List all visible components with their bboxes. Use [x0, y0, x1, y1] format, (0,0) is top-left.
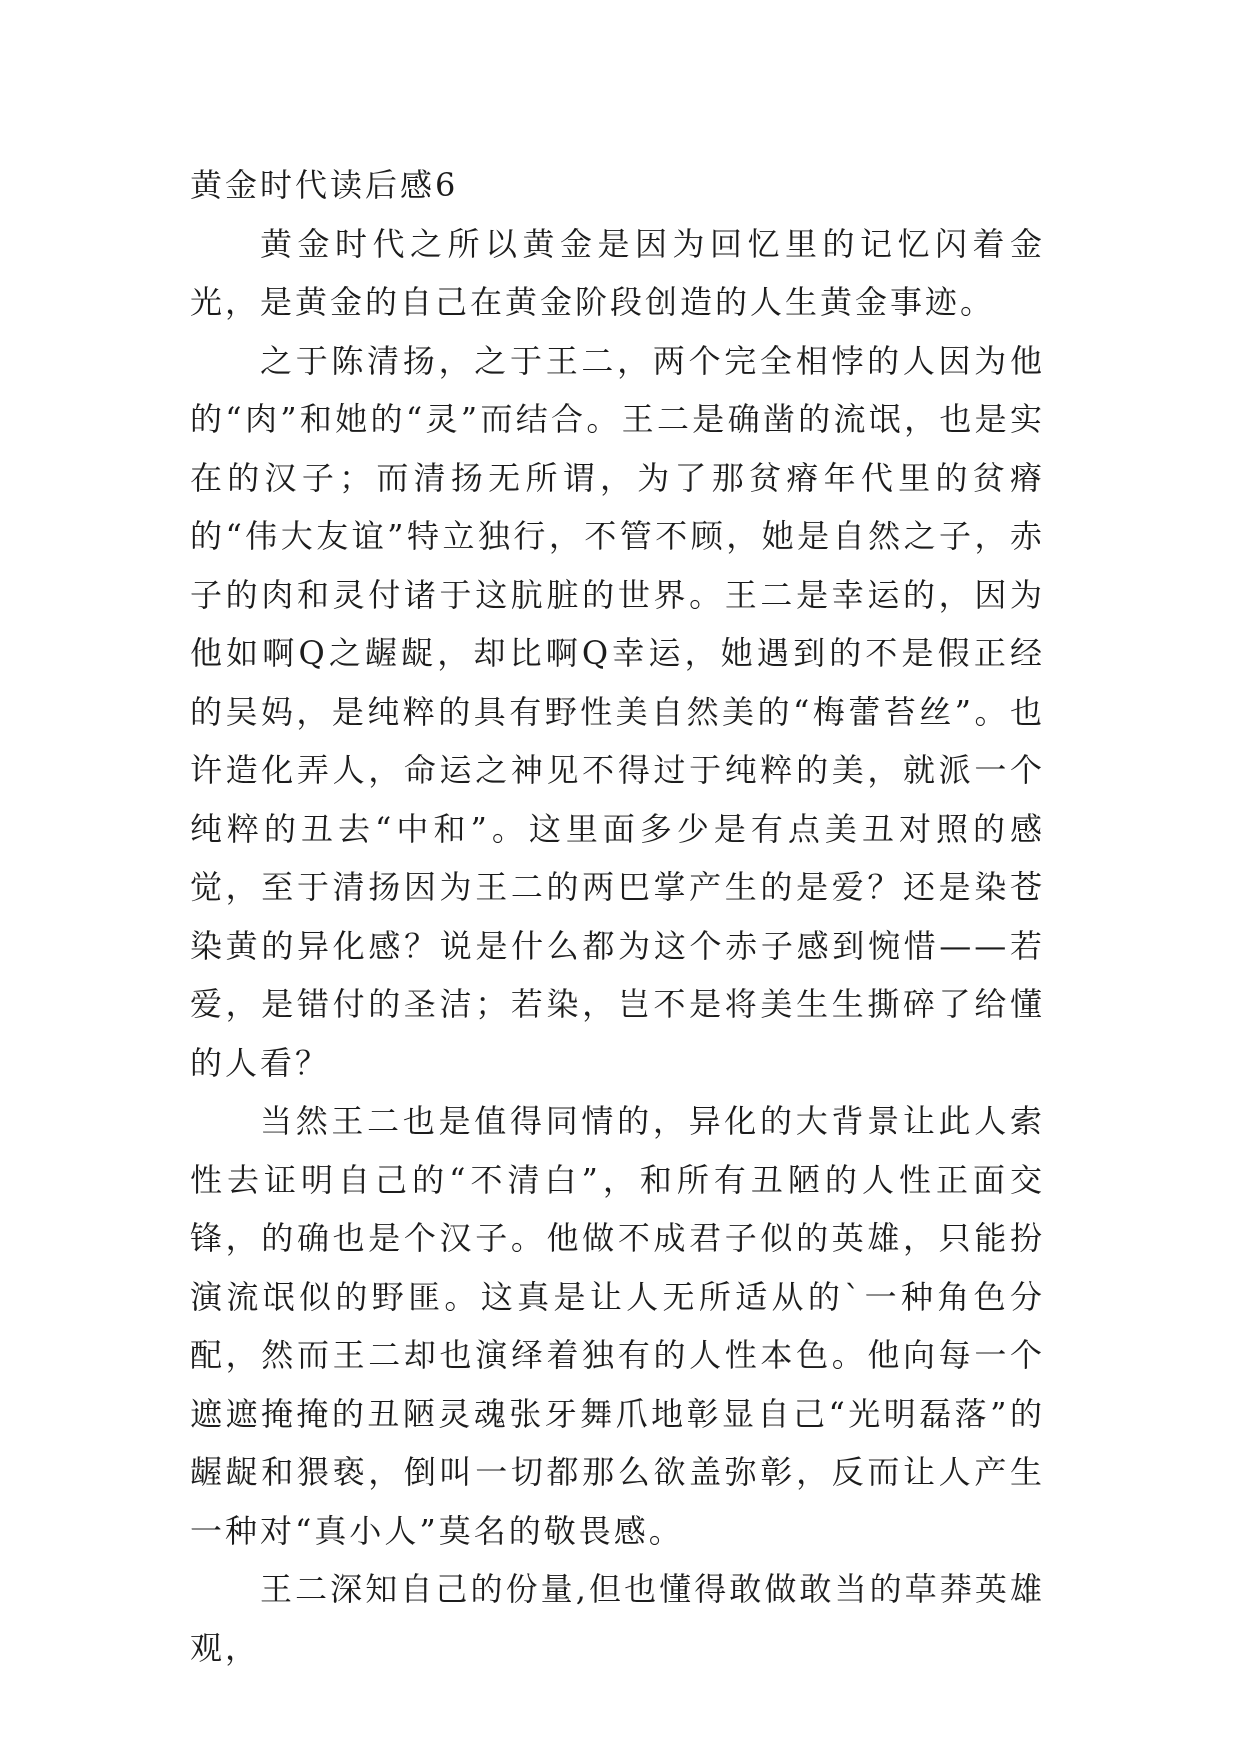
- paragraph-2: 之于陈清扬，之于王二，两个完全相悖的人因为他的“肉”和她的“灵”而结合。王二是确凿的流氓，也是实在的汉子；而清扬无所谓，为了那贫瘠年代里的贫瘠的“伟大友谊”特立独行，不管不顾，她是自然之子，赤子的肉和灵付诸于这肮脏的世界。王二是幸运的，因为他如啊Q之龌龊，却比啊Q幸运，她遇到的不是假正经的吴妈，是纯粹的具有野性美自然美的“梅蕾苔丝”。也许造化弄人，命运之神见不得过于纯粹的美，就派一个纯粹的丑去“中和”。这里面多少是有点美丑对照的感觉，至于清扬因为王二的两巴掌产生的是爱？还是染苍染黄的异化感？说是什么都为这个赤子感到惋惜——若爱，是错付的圣洁；若染，岂不是将美生生撕碎了给懂的人看？: [190, 341, 1045, 1082]
- paragraph-3: 当然王二也是值得同情的，异化的大背景让此人索性去证明自己的“不清白”，和所有丑陋的人性正面交锋，的确也是个汉子。他做不成君子似的英雄，只能扮演流氓似的野匪。这真是让人无所适从的`一种角色分配，然而王二却也演绎着独有的人性本色。他向每一个遮遮掩掩的丑陋灵魂张牙舞爪地彰显自己“光明磊落”的龌龊和猥亵，倒叫一切都那么欲盖弥彰，反而让人产生一种对“真小人”莫名的敬畏感。: [190, 1102, 1045, 1550]
- document-body: [190, 156, 1045, 1677]
- paragraph-1: 黄金时代之所以黄金是因为回忆里的记忆闪着金光，是黄金的自己在黄金阶段创造的人生黄金事迹。: [190, 224, 1045, 321]
- document-title: 黄金时代读后感6: [190, 166, 459, 204]
- paragraph-4: 王二深知自己的份量,但也懂得敢做敢当的草莽英雄观，: [190, 1570, 1045, 1667]
